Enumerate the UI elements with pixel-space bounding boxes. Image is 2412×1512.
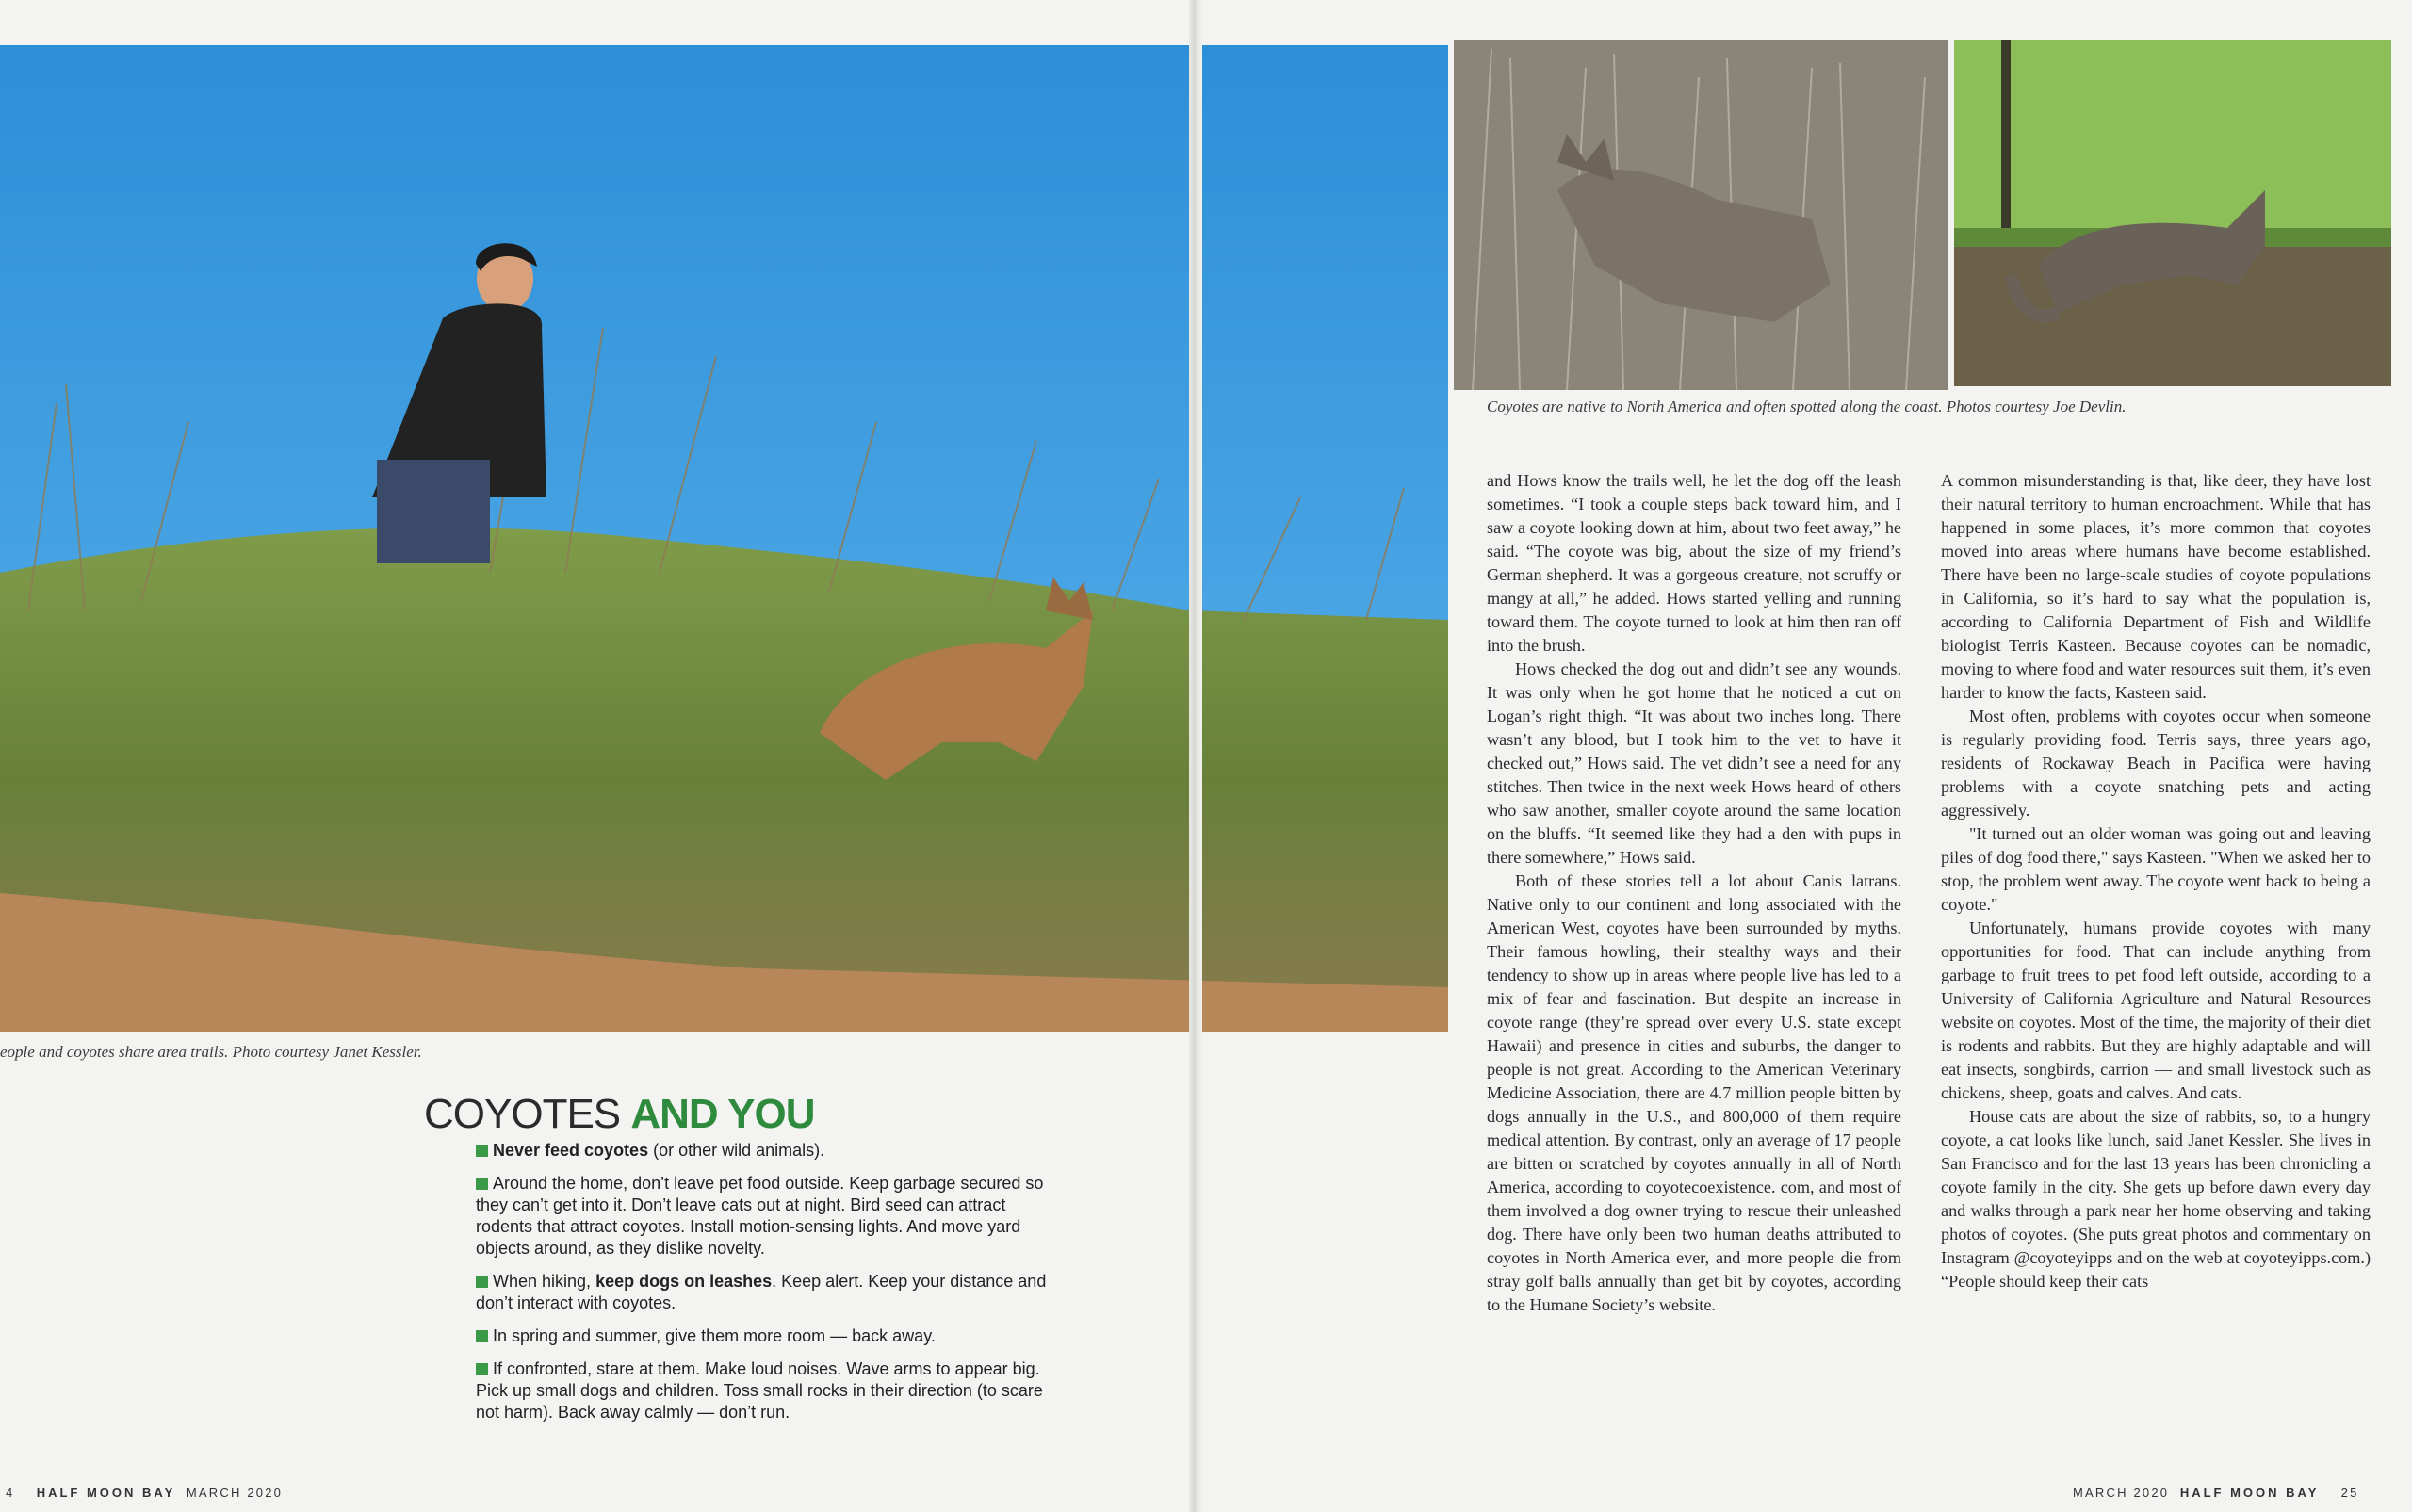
coyote-photo-brush-illustration [1454,40,1948,390]
tip-item [476,1140,1060,1162]
paragraph: A common misunderstanding is that, like deer, they have lost their natural territory to human encroachment. While that has happened in some places, it’s more common that coyotes moved into areas where humans have become established. There have been no large-scale studies of coyote populations in California, so it’s hard to say what the population is, according to California Department of Fish and Wildlife biologist Terris Kasteen. Because coyotes can be nomadic, moving to where food and water resources suit them, it’s even harder to know the facts, Kasteen said. [1941,471,2371,702]
article-column-2 [1941,469,2371,1293]
bullet-square-icon [476,1145,488,1157]
paragraph: House cats are about the size of rabbits, so, to a hungry coyote, a cat looks like lunch, said Janet Kessler. She lives in San Francisco and for the last 13 years has been chronicling a coyote family in the city. She gets up before dawn every day and walks through a park near her home observing and taking photos of coyotes. (She puts great photos and commentary on Instagram @coyoteyipps and on the web at coyoteyipps.com.) “People should keep their cats [1941,1107,2371,1291]
tip-item [476,1271,1060,1314]
magazine-name: HALF MOON BAY [2179,1486,2320,1500]
small-photos-caption: Coyotes are native to North America and often spotted along the coast. Photos courtesy Joe Devlin. [1487,398,2127,415]
bullet-square-icon [476,1330,488,1342]
magazine-name: HALF MOON BAY [36,1486,176,1500]
tip-item [476,1358,1060,1423]
bullet-square-icon [476,1276,488,1288]
hero-photo [0,45,1448,1032]
paragraph: "It turned out an older woman was going out and leaving piles of dog food there," says Kasteen. "When we asked her to stop, the problem went away. The coyote went back to being a coyote." [1941,824,2371,914]
paragraph: Unfortunately, humans provide coyotes with many opportunities for food. That can include anything from garbage to fruit trees to pet food left outside, according to a University of California Agriculture and Natural Resources website on coyotes. Most of the time, the majority of their diet is rodents and rabbits. But they are highly adaptable and will eat insects, songbirds, carrion — and small livestock such as chickens, sheep, goats and calves. And cats. [1941,919,2371,1102]
hero-photo-illustration [0,45,1448,1032]
paragraph: Both of these stories tell a lot about Canis latrans. Native only to our continent and long associated with the American West, coyotes have been surrounded by myths. Their famous howling, their stealthy ways and their tendency to show up in areas where people live has led to a mix of fear and fascination. But despite an increase in coyote range (they’re spread over every U.S. state except Hawaii) and presence in cities and suburbs, the danger to people is not great. According to the American Veterinary Medicine Association, there are 4.7 million people bitten by dogs annually in the U.S., and 800,000 of them require medical attention. By contrast, only an average of 17 people are bitten or scratched by coyotes annually in all of North America, according to coyotecoexistence. com, and most of them involved a dog owner trying to rescue their unleashed dog. There have only been two human deaths attributed to coyotes in North America ever, and more people die from stray golf balls annually than get bit by coyotes, according to the Humane Society’s website. [1487,871,1901,1314]
tip-text: Around the home, don’t leave pet food outside. Keep garbage secured so they can’t get into it. Don’t leave cats out at night. Bird seed can attract rodents that attract coyotes. Install motion-sensing lights. And move yard objects around, as they dislike novelty. [476,1174,1044,1258]
tip-text: When hiking, [493,1272,596,1291]
article-column-1 [1487,469,1901,1317]
bullet-square-icon [476,1178,488,1190]
coyote-photo-brush [1454,40,1948,390]
coyote-photo-forest [1954,40,2391,386]
paragraph: and Hows know the trails well, he let the dog off the leash sometimes. “I took a couple steps back toward him, and I saw a coyote looking down at him, about two feet away,” he said. “The coyote was big, about the size of my friend’s German shepherd. It was a gorgeous creature, not scruffy or mangy at all,” he added. Hows started yelling and running toward them. The coyote turned to look at him then ran off into the brush. [1487,471,1901,655]
tips-title-main: COYOTES [424,1091,631,1137]
tip-text: In spring and summer, give them more room — back away. [493,1326,936,1345]
tip-text: If confronted, stare at them. Make loud noises. Wave arms to appear big. Pick up small dogs and children. Toss small rocks in their direction (to scare not harm). Back away calmly — don’t run. [476,1359,1043,1422]
tips-title [424,1091,814,1138]
tip-item [476,1173,1060,1260]
page-number: 25 [2340,1486,2359,1500]
coyote-photo-forest-illustration [1954,40,2391,386]
tip-text: (or other wild animals). [648,1141,825,1160]
tip-bold: Never feed coyotes [493,1141,649,1160]
paragraph: Most often, problems with coyotes occur when someone is regularly providing food. Terris says, three years ago, residents of Rockaway Beach in Pacifica were having problems with a coyote snatching pets and acting aggressively. [1941,707,2371,820]
hero-caption: eople and coyotes share area trails. Photo courtesy Janet Kessler. [0,1043,422,1061]
tip-item [476,1325,1060,1347]
tip-text: . Keep alert. Keep your distance and don’t interact with coyotes. [476,1272,1047,1312]
issue-date: MARCH 2020 [2073,1486,2170,1500]
page-number: 4 [6,1486,15,1500]
tips-title-accent: AND YOU [630,1091,815,1137]
issue-date: MARCH 2020 [186,1486,284,1500]
footer-right [2073,1486,2359,1500]
bullet-square-icon [476,1363,488,1375]
tips-list [476,1140,1060,1435]
spread-gutter [1189,0,1202,1512]
footer-left [6,1486,283,1500]
tip-bold: keep dogs on leashes [595,1272,773,1291]
paragraph: Hows checked the dog out and didn’t see any wounds. It was only when he got home that he noticed a cut on Logan’s right thigh. “It was about two inches long. There wasn’t any blood, but I took him to the vet to have it checked out,” Hows said. The vet didn’t see a need for any stitches. Then twice in the next week Hows heard of others who saw another, smaller coyote around the same location on the bluffs. “It seemed like they had a den with pups in there somewhere,” Hows said. [1487,659,1901,867]
